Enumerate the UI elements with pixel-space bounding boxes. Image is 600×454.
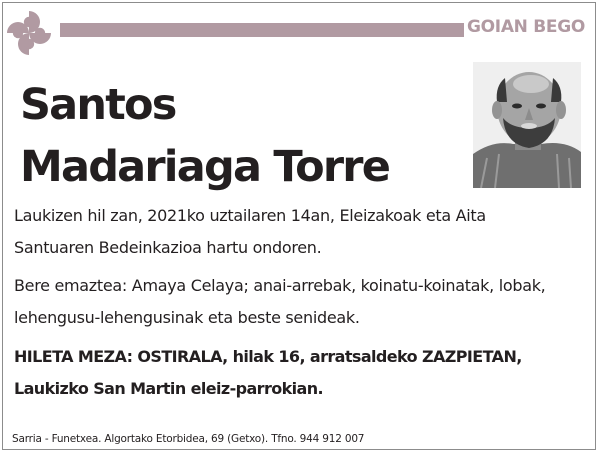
- lauburu-icon: [4, 8, 54, 58]
- portrait-photo: [473, 62, 581, 188]
- text-line: lehengusu-lehengusinak eta beste senideak.: [14, 308, 360, 327]
- portrait-illustration: [473, 62, 581, 188]
- text-line: Laukizko San Martin eleiz-parrokian.: [14, 379, 324, 398]
- text-line: Laukizen hil zan, 2021ko uztailaren 14an, Eleizakoak eta Aita: [14, 206, 486, 225]
- header-bar: [60, 23, 464, 37]
- funeral-home-footer: Sarria - Funetxea. Algortako Etorbidea, 69 (Getxo). Tfno. 944 912 007: [12, 433, 365, 445]
- text-line: Bere emaztea: Amaya Celaya; anai-arrebak, koinatu-koinatak, lobak,: [14, 276, 546, 295]
- header-title: GOIAN BEGO: [467, 17, 586, 37]
- deceased-surnames: Madariaga Torre: [20, 142, 390, 192]
- text-line: Santuaren Bedeinkazioa hartu ondoren.: [14, 238, 322, 257]
- text-line: HILETA MEZA: OSTIRALA, hilak 16, arratsaldeko ZAZPIETAN,: [14, 347, 522, 366]
- deceased-first-name: Santos: [20, 80, 176, 130]
- family-paragraph: [14, 270, 584, 334]
- death-notice-paragraph: [14, 200, 584, 264]
- funeral-mass-paragraph: [14, 341, 584, 405]
